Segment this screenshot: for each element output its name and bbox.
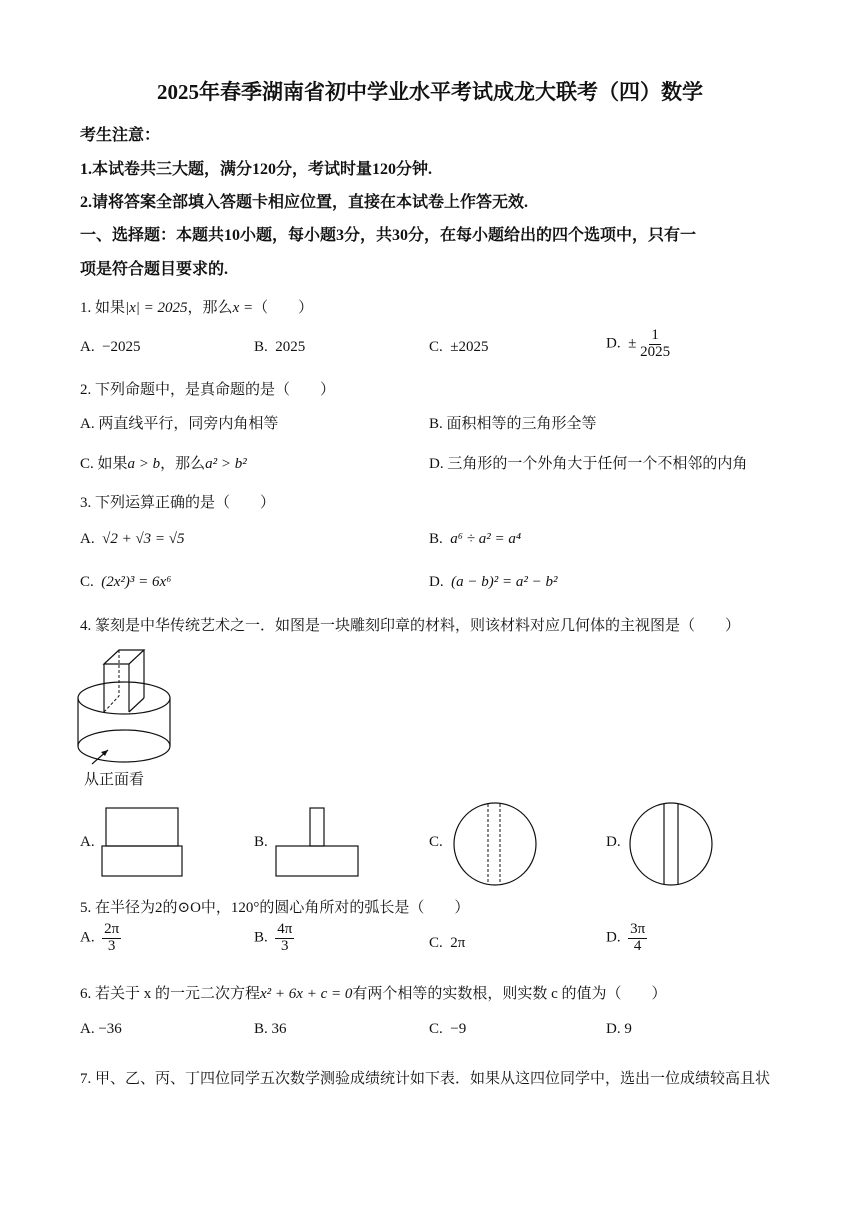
view-direction-caption: 从正面看: [84, 770, 145, 788]
q1-option-a[interactable]: A. −2025: [80, 339, 141, 355]
q6-option-a[interactable]: A. −36: [80, 1021, 122, 1037]
q2-option-a[interactable]: A. 两直线平行，同旁内角相等: [80, 416, 279, 432]
q5-option-a[interactable]: A. $\frac{2\pi}{3}$: [80, 921, 120, 954]
q4-option-b-figure[interactable]: [274, 806, 360, 878]
q3-option-b[interactable]: B. a⁶ ÷ a² = a⁴: [429, 531, 522, 547]
q4-option-d-figure[interactable]: [628, 802, 714, 886]
quadratic-equation: x² + 6x + c = 0: [260, 986, 353, 1002]
q1-option-d[interactable]: D. ± $\frac{1}{2025}$: [606, 327, 671, 360]
q1-option-c[interactable]: C. ±2025: [429, 339, 489, 355]
question-5-stem: 5. 在半径为2的⊙O中，120°的圆心角所对的弧长是（ ）: [80, 900, 470, 916]
q3-option-c[interactable]: C. (2x²)³ = 6x⁶: [80, 574, 172, 590]
q2-option-d[interactable]: D. 三角形的一个外角大于任何一个不相邻的内角: [429, 456, 748, 472]
notice-item-2: 2.请将答案全部填入答题卡相应位置，直接在本试卷上作答无效.: [80, 194, 529, 211]
q4-label-a[interactable]: A.: [80, 834, 95, 850]
question-1-stem: 1. 如果|x| = 2025，那么x =（ ）: [80, 300, 314, 316]
q6-option-b[interactable]: B. 36: [254, 1021, 287, 1037]
section-heading-line1: 一、选择题：本题共10小题，每小题3分，共30分，在每小题给出的四个选项中，只有一: [80, 227, 697, 244]
abs-condition: |x| = 2025: [125, 300, 188, 316]
q1-option-b[interactable]: B. 2025: [254, 339, 306, 355]
notice-item-1: 1.本试卷共三大题，满分120分，考试时量120分钟.: [80, 161, 433, 178]
question-4-stem: 4. 篆刻是中华传统艺术之一．如图是一块雕刻印章的材料，则该材料对应几何体的主视图是（ ）: [80, 618, 741, 634]
seal-material-figure: [74, 646, 184, 776]
question-3-stem: 3. 下列运算正确的是（ ）: [80, 495, 276, 511]
q4-label-c[interactable]: C.: [429, 834, 443, 850]
q5-option-b[interactable]: B. $\frac{4\pi}{3}$: [254, 921, 293, 954]
q5-option-d[interactable]: D. $\frac{3\pi}{4}$: [606, 921, 646, 954]
q4-label-b[interactable]: B.: [254, 834, 268, 850]
q4-option-c-figure[interactable]: [452, 802, 538, 886]
page-title: 2025年春季湖南省初中学业水平考试成龙大联考（四）数学: [157, 80, 703, 104]
q5-option-c[interactable]: C. 2π: [429, 935, 466, 951]
q6-option-d[interactable]: D. 9: [606, 1021, 632, 1037]
section-heading-line2: 项是符合题目要求的.: [80, 261, 229, 278]
question-6-stem: 6. 若关于 x 的一元二次方程x² + 6x + c = 0有两个相等的实数根，则实数 c 的值为（ ）: [80, 986, 667, 1002]
q4-label-d[interactable]: D.: [606, 834, 621, 850]
q6-option-c[interactable]: C. −9: [429, 1021, 467, 1037]
q4-option-a-figure[interactable]: [100, 806, 184, 878]
q2-option-c[interactable]: C. 如果a > b，那么a² > b²: [80, 456, 247, 472]
q3-option-a[interactable]: A. √2 + √3 = √5: [80, 531, 185, 547]
question-7-stem: 7. 甲、乙、丙、丁四位同学五次数学测验成绩统计如下表．如果从这四位同学中，选出一位成绩较高且状: [80, 1071, 771, 1087]
q2-option-b[interactable]: B. 面积相等的三角形全等: [429, 416, 597, 432]
notice-heading: 考生注意：: [80, 127, 161, 144]
question-2-stem: 2. 下列命题中，是真命题的是（ ）: [80, 382, 336, 398]
q3-option-d[interactable]: D. (a − b)² = a² − b²: [429, 574, 558, 590]
